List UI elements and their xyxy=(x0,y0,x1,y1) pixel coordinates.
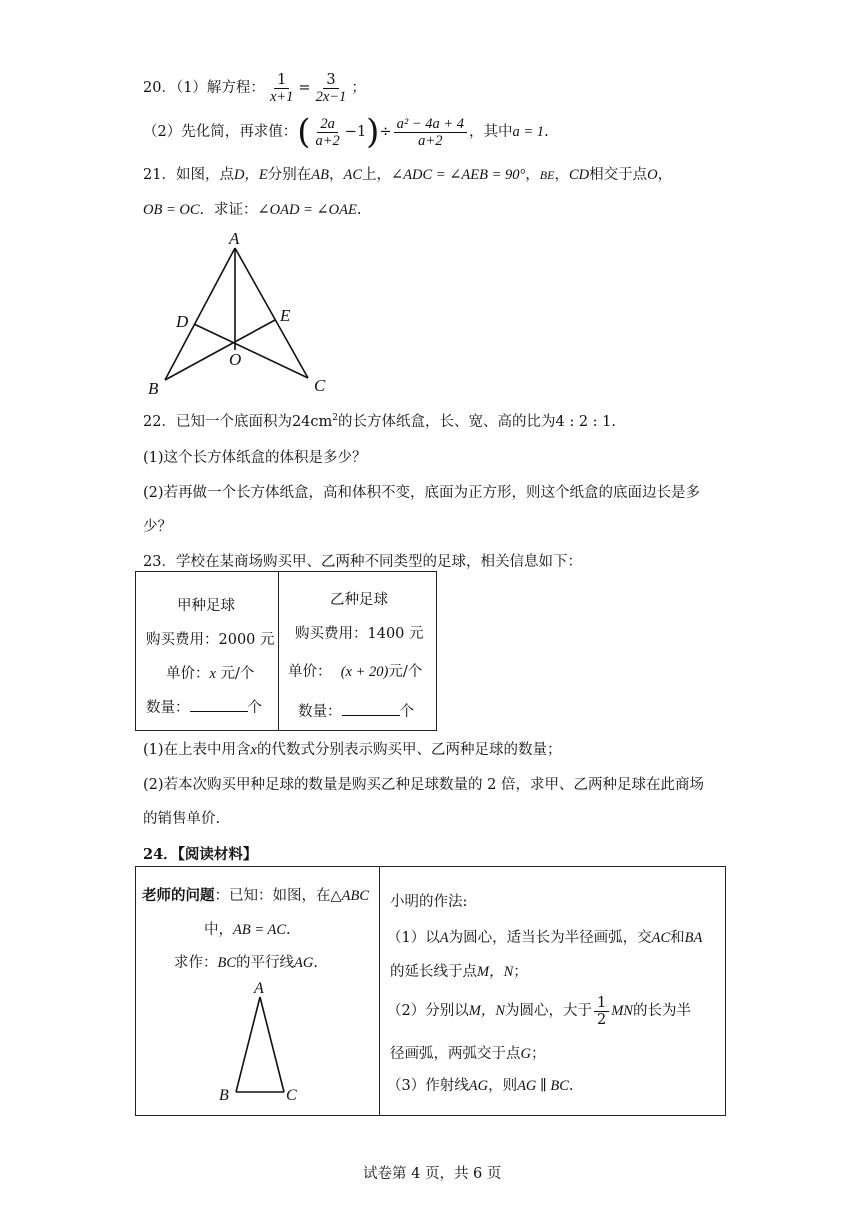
method-line4: （2）分别以M，N为圆心，大于 $\frac{1}{2}$ MN的长为半 xyxy=(387,994,691,1028)
q23-table xyxy=(135,571,437,731)
method-line3: 的延长线于点M，N； xyxy=(390,964,528,980)
q21-figure xyxy=(140,228,340,398)
label-a: A xyxy=(229,229,240,248)
q22-line1: 22．已知一个底面积为$24cm^2$的长方体纸盒，长、宽、高的比为4 : 2 : 1. xyxy=(143,413,617,430)
teacher-line2: 中，AB = AC. xyxy=(204,922,291,938)
q23-divider xyxy=(278,572,279,730)
segment-cd xyxy=(194,324,308,378)
label-e: E xyxy=(280,306,291,325)
answer-blank[interactable] xyxy=(342,703,400,716)
q21-line2: OB = OC．求证：∠OAD = ∠OAE. xyxy=(143,202,362,218)
fraction: $\frac{\text{a² − 4a + 4}}{a+2}$ xyxy=(394,116,467,149)
label-d: D xyxy=(176,312,189,331)
fraction: $\frac{3}{2x-1}$ xyxy=(315,71,347,105)
teacher-line1: 老师的问题：已知：如图，在△ABC xyxy=(142,887,370,904)
answer-blank[interactable] xyxy=(190,699,248,712)
right-qty: 数量： 个 xyxy=(298,704,414,720)
q21-line1: 21．如图，点D，E分别在AB，AC上，∠ADC = ∠AEB = 90°，BE，CD相交于点O， xyxy=(143,167,673,183)
q22-sub1: (1)这个长方体纸盒的体积是多少？ xyxy=(143,450,367,466)
left-cost: 购买费用：2000 元 xyxy=(146,632,275,648)
teacher-line3: 求作：BC的平行线AG. xyxy=(174,955,318,971)
fraction: $\frac{1}{x+1}$ xyxy=(269,71,294,105)
q23-sub1: (1)在上表中用含x的代数式分别表示购买甲、乙两种足球的数量； xyxy=(143,742,562,758)
q20-part2: （2）先化简，再求值：( $\frac{2a}{a+2}$ −1)÷ $\frac{\text{a² − 4a + 4}}{a+2}$ ，其中a = 1. xyxy=(143,112,549,152)
method-line6: （3）作射线AG，则AG ∥ BC. xyxy=(387,1078,574,1094)
label-c: C xyxy=(314,376,326,395)
method-line2: （1）以A为圆心，适当长为半径画弧，交AC和BA xyxy=(387,930,703,946)
label-b: B xyxy=(148,379,159,398)
q20-part1: 20．（1）解方程： $\frac{1}{x+1}$ = $\frac{3}{2x-1}$ ； xyxy=(143,71,366,105)
fraction: $\frac{2a}{a+2}$ xyxy=(315,115,340,149)
left-qty: 数量： 个 xyxy=(146,700,262,716)
q24-table xyxy=(135,866,726,1116)
q22-sub2-line2: 少？ xyxy=(143,519,172,535)
right-price: 单价： (x + 20)元/个 xyxy=(288,664,423,680)
segment-ac xyxy=(235,248,308,378)
fraction: $\frac{1}{2}$ xyxy=(594,995,609,1028)
left-price: 单价：x 元/个 xyxy=(166,666,255,682)
left-title: 甲种足球 xyxy=(177,598,235,614)
label-c: C xyxy=(286,1087,297,1104)
page-footer: 试卷第 4 页，共 6 页 xyxy=(363,1166,502,1182)
method-line1: 小明的作法: xyxy=(390,894,468,910)
q24-title: 24．【阅读材料】 xyxy=(143,846,258,863)
label-b: B xyxy=(219,1087,229,1104)
label-o: O xyxy=(229,350,242,369)
right-title: 乙种足球 xyxy=(330,592,388,608)
right-cost: 购买费用：1400 元 xyxy=(295,626,424,642)
q24-divider xyxy=(379,867,380,1115)
q23-intro: 23．学校在某商场购买甲、乙两种不同类型的足球，相关信息如下： xyxy=(143,554,582,570)
q24-triangle-figure xyxy=(211,975,311,1107)
method-line5: 径画弧，两弧交于点G； xyxy=(390,1046,546,1062)
q23-sub2-line2: 的销售单价. xyxy=(143,811,221,827)
label-a: A xyxy=(254,980,264,997)
q23-sub2-line1: (2)若本次购买甲种足球的数量是购买乙种足球数量的 2 倍，求甲、乙两种足球在此商场 xyxy=(143,777,704,793)
q22-sub2-line1: (2)若再做一个长方体纸盒，高和体积不变，底面为正方形，则这个纸盒的底面边长是多 xyxy=(143,485,701,501)
